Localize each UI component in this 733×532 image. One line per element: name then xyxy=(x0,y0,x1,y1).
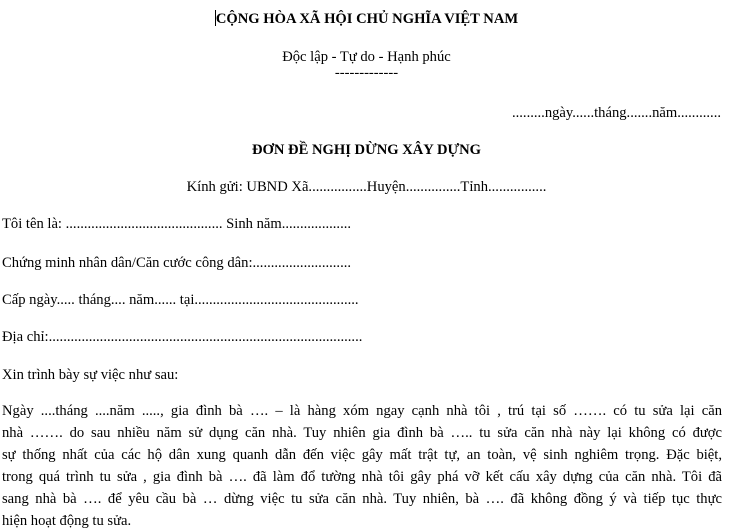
body-line: nhà ……. do sau nhiều năm sử dụng căn nhà. Tuy nhiên gia đình bà ….. tu sửa căn nhà này lại không có được xyxy=(2,425,722,441)
recipient-line: Kính gửi: UBND Xã................Huyện...............Tỉnh................ xyxy=(186,179,547,195)
field-name: Tôi tên là: ........................................... Sinh năm................... xyxy=(2,216,352,232)
body-paragraph xyxy=(2,400,722,532)
body-line: sang nhà bà …. để yêu cầu bà … dừng việc tu sửa căn nhà. Tuy nhiên, bà …. đã không đồng ý và tiếp tục thực xyxy=(2,491,722,507)
field-issued: Cấp ngày..... tháng.... năm...... tại............................................. xyxy=(2,292,359,308)
motto-rule: ------------- xyxy=(334,65,399,81)
intro-line: Xin trình bày sự việc như sau: xyxy=(2,367,179,383)
nation-heading-text: CỘNG HÒA XÃ HỘI CHỦ NGHĨA VIỆT NAM xyxy=(215,11,519,27)
motto: Độc lập - Tự do - Hạnh phúc xyxy=(282,49,451,65)
body-line: sự thống nhất của các hộ dân xung quanh dẫn đến việc gây mất trật tự, an toàn, vệ sinh nghiêm trọng. Đặc biệt, xyxy=(2,447,722,463)
date-line: .........ngày......tháng.......năm............ xyxy=(511,105,721,121)
nation-heading xyxy=(0,10,733,28)
field-id-card: Chứng minh nhân dân/Căn cước công dân:........................... xyxy=(2,255,352,271)
document-title: ĐƠN ĐỀ NGHỊ DỪNG XÂY DỰNG xyxy=(251,142,482,158)
body-line: hiện hoạt động tu sửa. xyxy=(2,513,132,529)
body-line: trong quá trình tu sửa , gia đình bà …. đã làm đổ tường nhà tôi gây phá vỡ kết cấu xây dựng của căn nhà. Tôi đã xyxy=(2,469,722,485)
field-address: Địa chỉ:...................................................................................... xyxy=(2,329,363,345)
body-line: Ngày ....tháng ....năm ....., gia đình bà …. – là hàng xóm ngay cạnh nhà tôi , trú tại số ……. có tu sửa lại căn xyxy=(2,403,722,419)
